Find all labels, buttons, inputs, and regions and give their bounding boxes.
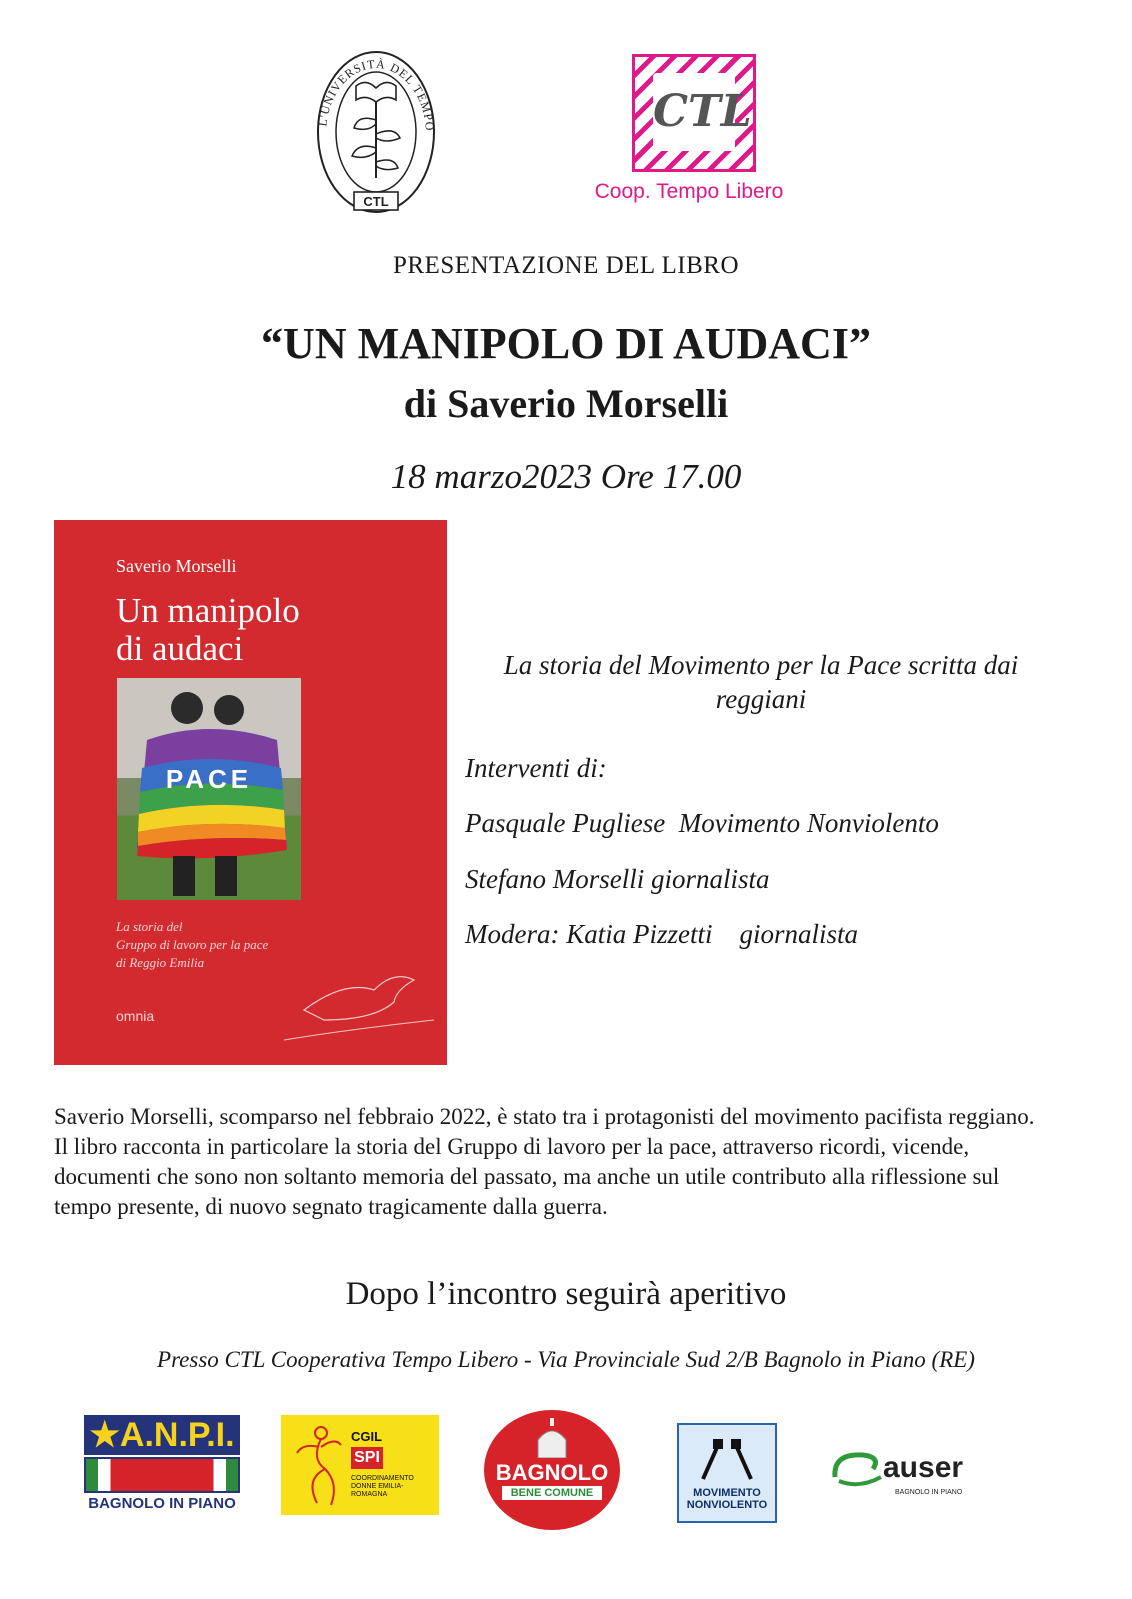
book-title: “UN MANIPOLO DI AUDACI” [261,319,871,368]
auser-place: BAGNOLO IN PIANO [895,1489,963,1496]
venue-address: Presso CTL Cooperativa Tempo Libero - Via Provinciale Sud 2/B Bagnolo in Piano (RE) [157,1347,975,1372]
auser-swoosh-icon [829,1447,885,1491]
aperitivo-note: Dopo l’incontro seguirà aperitivo [345,1276,787,1312]
movimento-nonviolento-logo [677,1423,777,1523]
movimento-name-line1: MOVIMENTO [693,1487,761,1499]
anpi-logo [84,1415,240,1515]
cover-subtitle-line3: di Reggio Emilia [116,955,205,970]
anpi-name: ★A.N.P.I. [84,1415,240,1455]
event-date: 18 marzo2023 Ore 17.00 [390,457,742,496]
ctl-caption: Coop. Tempo Libero [594,180,784,203]
people-with-peace-flag-icon [117,678,301,900]
seal-ring-text: L'UNIVERSITÀ DEL TEMPO [315,56,438,132]
speaker-line-2: Stefano Morselli giornalista [465,864,770,894]
dancer-icon [291,1423,347,1509]
cover-publisher: omnia [116,1008,155,1024]
book-author: di Saverio Morselli [403,381,729,426]
anpi-flag [84,1457,240,1493]
interventi-heading: Interventi di: [465,753,607,783]
anpi-place: BAGNOLO IN PIANO [88,1495,236,1512]
movimento-name-line2: NONVIOLENTO [686,1499,768,1511]
movimento-name [679,1487,775,1511]
cgil-label: CGIL [351,1429,383,1444]
cover-title-line1: Un manipolo [116,591,300,630]
seal-badge-text: CTL [363,194,389,209]
book-subtitle: La storia del Movimento per la Pace scritta dai reggiani [503,650,1019,714]
event-kicker: PRESENTAZIONE DEL LIBRO [392,252,740,279]
cgil-subtitle: COORDINAMENTO DONNE EMILIA-ROMAGNA [351,1475,414,1498]
book-cover-image [54,520,447,1065]
cover-photo [117,678,301,900]
moderator-line: Modera: Katia Pizzetti giornalista [465,919,859,949]
dove-icon [284,950,434,1050]
ctl-striped-box [632,54,756,172]
cover-flag-text: PACE [165,764,253,794]
cgil-spi-logo [281,1415,439,1515]
universita-tempo-libero-logo [312,38,440,220]
cover-subtitle-line1: La storia del [116,919,183,934]
auser-logo [829,1447,989,1507]
speaker-line-1: Pasquale Pugliese Movimento Nonviolento [465,808,939,838]
cover-title-line2: di audaci [116,629,244,668]
bagnolo-bene-comune-logo [484,1410,620,1530]
book-description: Saverio Morselli, scomparso nel febbraio 2022, è stato tra i protagonisti del movimento pacifista reggiano. Il libro racconta in particolare la storia del Gruppo di lavoro per la pace, attraverso ricordi, vicende, documenti che sono non soltanto memoria del passato, ma anche un utile contributo alla riflessione sul tempo presente, di nuovo segnato tragicamente dalla guerra. [54,1104,1035,1219]
cover-title [116,592,300,668]
bagnolo-name: BAGNOLO [495,1460,609,1485]
coop-tempo-libero-logo [574,52,804,212]
cover-author: Saverio Morselli [116,556,237,576]
ctl-monogram: CTL [653,73,735,151]
bagnolo-subtitle: BENE COMUNE [502,1486,602,1500]
spi-label: SPI [351,1447,383,1469]
cover-subtitle-line2: Gruppo di lavoro per la pace [116,937,269,952]
cover-subtitle [116,918,268,972]
church-dome-icon [534,1418,570,1458]
seal-emblem-icon [312,38,440,220]
broken-rifle-hands-icon [697,1433,757,1483]
auser-name: auser [883,1451,964,1484]
